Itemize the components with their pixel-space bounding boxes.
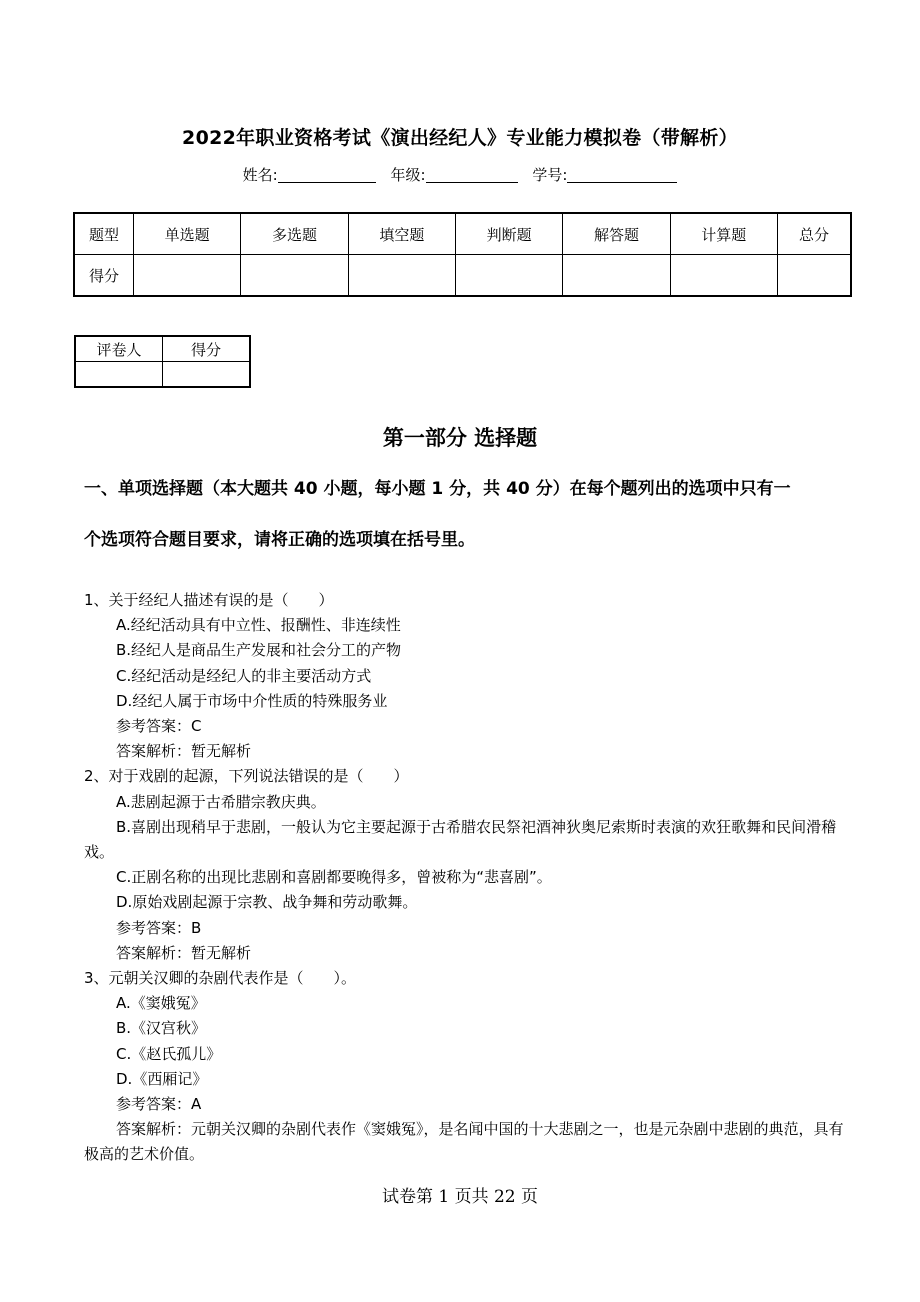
reference-answer: 参考答案：B — [116, 918, 202, 937]
header-cell-type: 题型 — [74, 213, 134, 255]
grader-input-row — [75, 362, 250, 388]
grader-label: 评卷人 — [75, 336, 163, 362]
id-blank[interactable] — [567, 167, 677, 183]
id-label: 学号: — [532, 166, 568, 184]
question-option: B.经纪人是商品生产发展和社会分工的产物 — [116, 641, 402, 660]
header-cell-answer: 解答题 — [563, 213, 670, 255]
section-heading-line-1: 一、单项选择题（本大题共 40 小题，每小题 1 分，共 40 分）在每个题列出的选项中只有一 — [84, 479, 791, 499]
question-option: C.经纪活动是经纪人的非主要活动方式 — [116, 666, 372, 685]
score-row-label: 得分 — [74, 255, 134, 297]
page-footer: 试卷第 1 页共 22 页 — [381, 1187, 539, 1207]
reference-answer: 参考答案：C — [116, 717, 202, 736]
grader-score-label: 得分 — [163, 336, 251, 362]
exam-title: 2022年职业资格考试《演出经纪人》专业能力模拟卷（带解析） — [182, 127, 738, 149]
answer-analysis: 答案解析：元朝关汉卿的杂剧代表作《窦娥冤》，是名闻中国的十大悲剧之一，也是元杂剧中悲剧的典范，具有极高的艺术价值。 — [84, 1120, 844, 1164]
name-label: 姓名: — [242, 166, 278, 184]
question-option: A.《窦娥冤》 — [116, 994, 206, 1013]
question-option: B.《汉宫秋》 — [116, 1019, 207, 1038]
grade-blank[interactable] — [426, 167, 518, 183]
header-cell-multi: 多选题 — [241, 213, 348, 255]
score-cell[interactable] — [134, 255, 241, 297]
grader-cell[interactable] — [75, 362, 163, 388]
score-table — [73, 212, 852, 297]
question-list — [84, 588, 844, 1168]
question-option: C.《赵氏孤儿》 — [116, 1044, 222, 1063]
question-option: D.原始戏剧起源于宗教、战争舞和劳动歌舞。 — [116, 893, 418, 912]
grader-score-cell[interactable] — [163, 362, 251, 388]
question-option: D.经纪人属于市场中介性质的特殊服务业 — [116, 691, 388, 710]
score-table-score-row — [74, 255, 851, 297]
score-cell[interactable] — [563, 255, 670, 297]
student-info-line — [0, 164, 920, 185]
header-cell-total: 总分 — [777, 213, 851, 255]
question-option: B.喜剧出现稍早于悲剧，一般认为它主要起源于古希腊农民祭祀酒神狄奥尼索斯时表演的欢狂歌舞和民间滑稽戏。 — [84, 817, 837, 862]
header-cell-fill: 填空题 — [348, 213, 455, 255]
score-table-header-row — [74, 213, 851, 255]
answer-analysis: 答案解析：暂无解析 — [116, 742, 252, 761]
grader-header-row — [75, 336, 250, 362]
score-cell[interactable] — [777, 255, 851, 297]
question-stem: 3、元朝关汉卿的杂剧代表作是（ ）。 — [84, 969, 357, 988]
score-cell[interactable] — [348, 255, 455, 297]
question-option: A.经纪活动具有中立性、报酬性、非连续性 — [116, 616, 401, 635]
score-cell[interactable] — [670, 255, 777, 297]
question-stem: 1、关于经纪人描述有误的是（ ） — [84, 591, 334, 609]
header-cell-calc: 计算题 — [670, 213, 777, 255]
question-stem: 2、对于戏剧的起源，下列说法错误的是（ ） — [84, 767, 409, 786]
grader-table — [74, 335, 251, 388]
header-cell-judge: 判断题 — [455, 213, 562, 255]
question-option: C.正剧名称的出现比悲剧和喜剧都要晚得多，曾被称为“悲喜剧”。 — [116, 868, 552, 887]
grade-label: 年级: — [390, 166, 426, 184]
score-cell[interactable] — [241, 255, 348, 297]
section-heading-line-2: 个选项符合题目要求，请将正确的选项填在括号里。 — [84, 530, 475, 550]
reference-answer: 参考答案：A — [116, 1095, 202, 1114]
part-title: 第一部分 选择题 — [382, 426, 538, 450]
header-cell-single: 单选题 — [134, 213, 241, 255]
question-option: D.《西厢记》 — [116, 1069, 208, 1088]
score-cell[interactable] — [455, 255, 562, 297]
answer-analysis: 答案解析：暂无解析 — [116, 943, 252, 962]
question-option: A.悲剧起源于古希腊宗教庆典。 — [116, 792, 326, 811]
name-blank[interactable] — [278, 167, 376, 183]
